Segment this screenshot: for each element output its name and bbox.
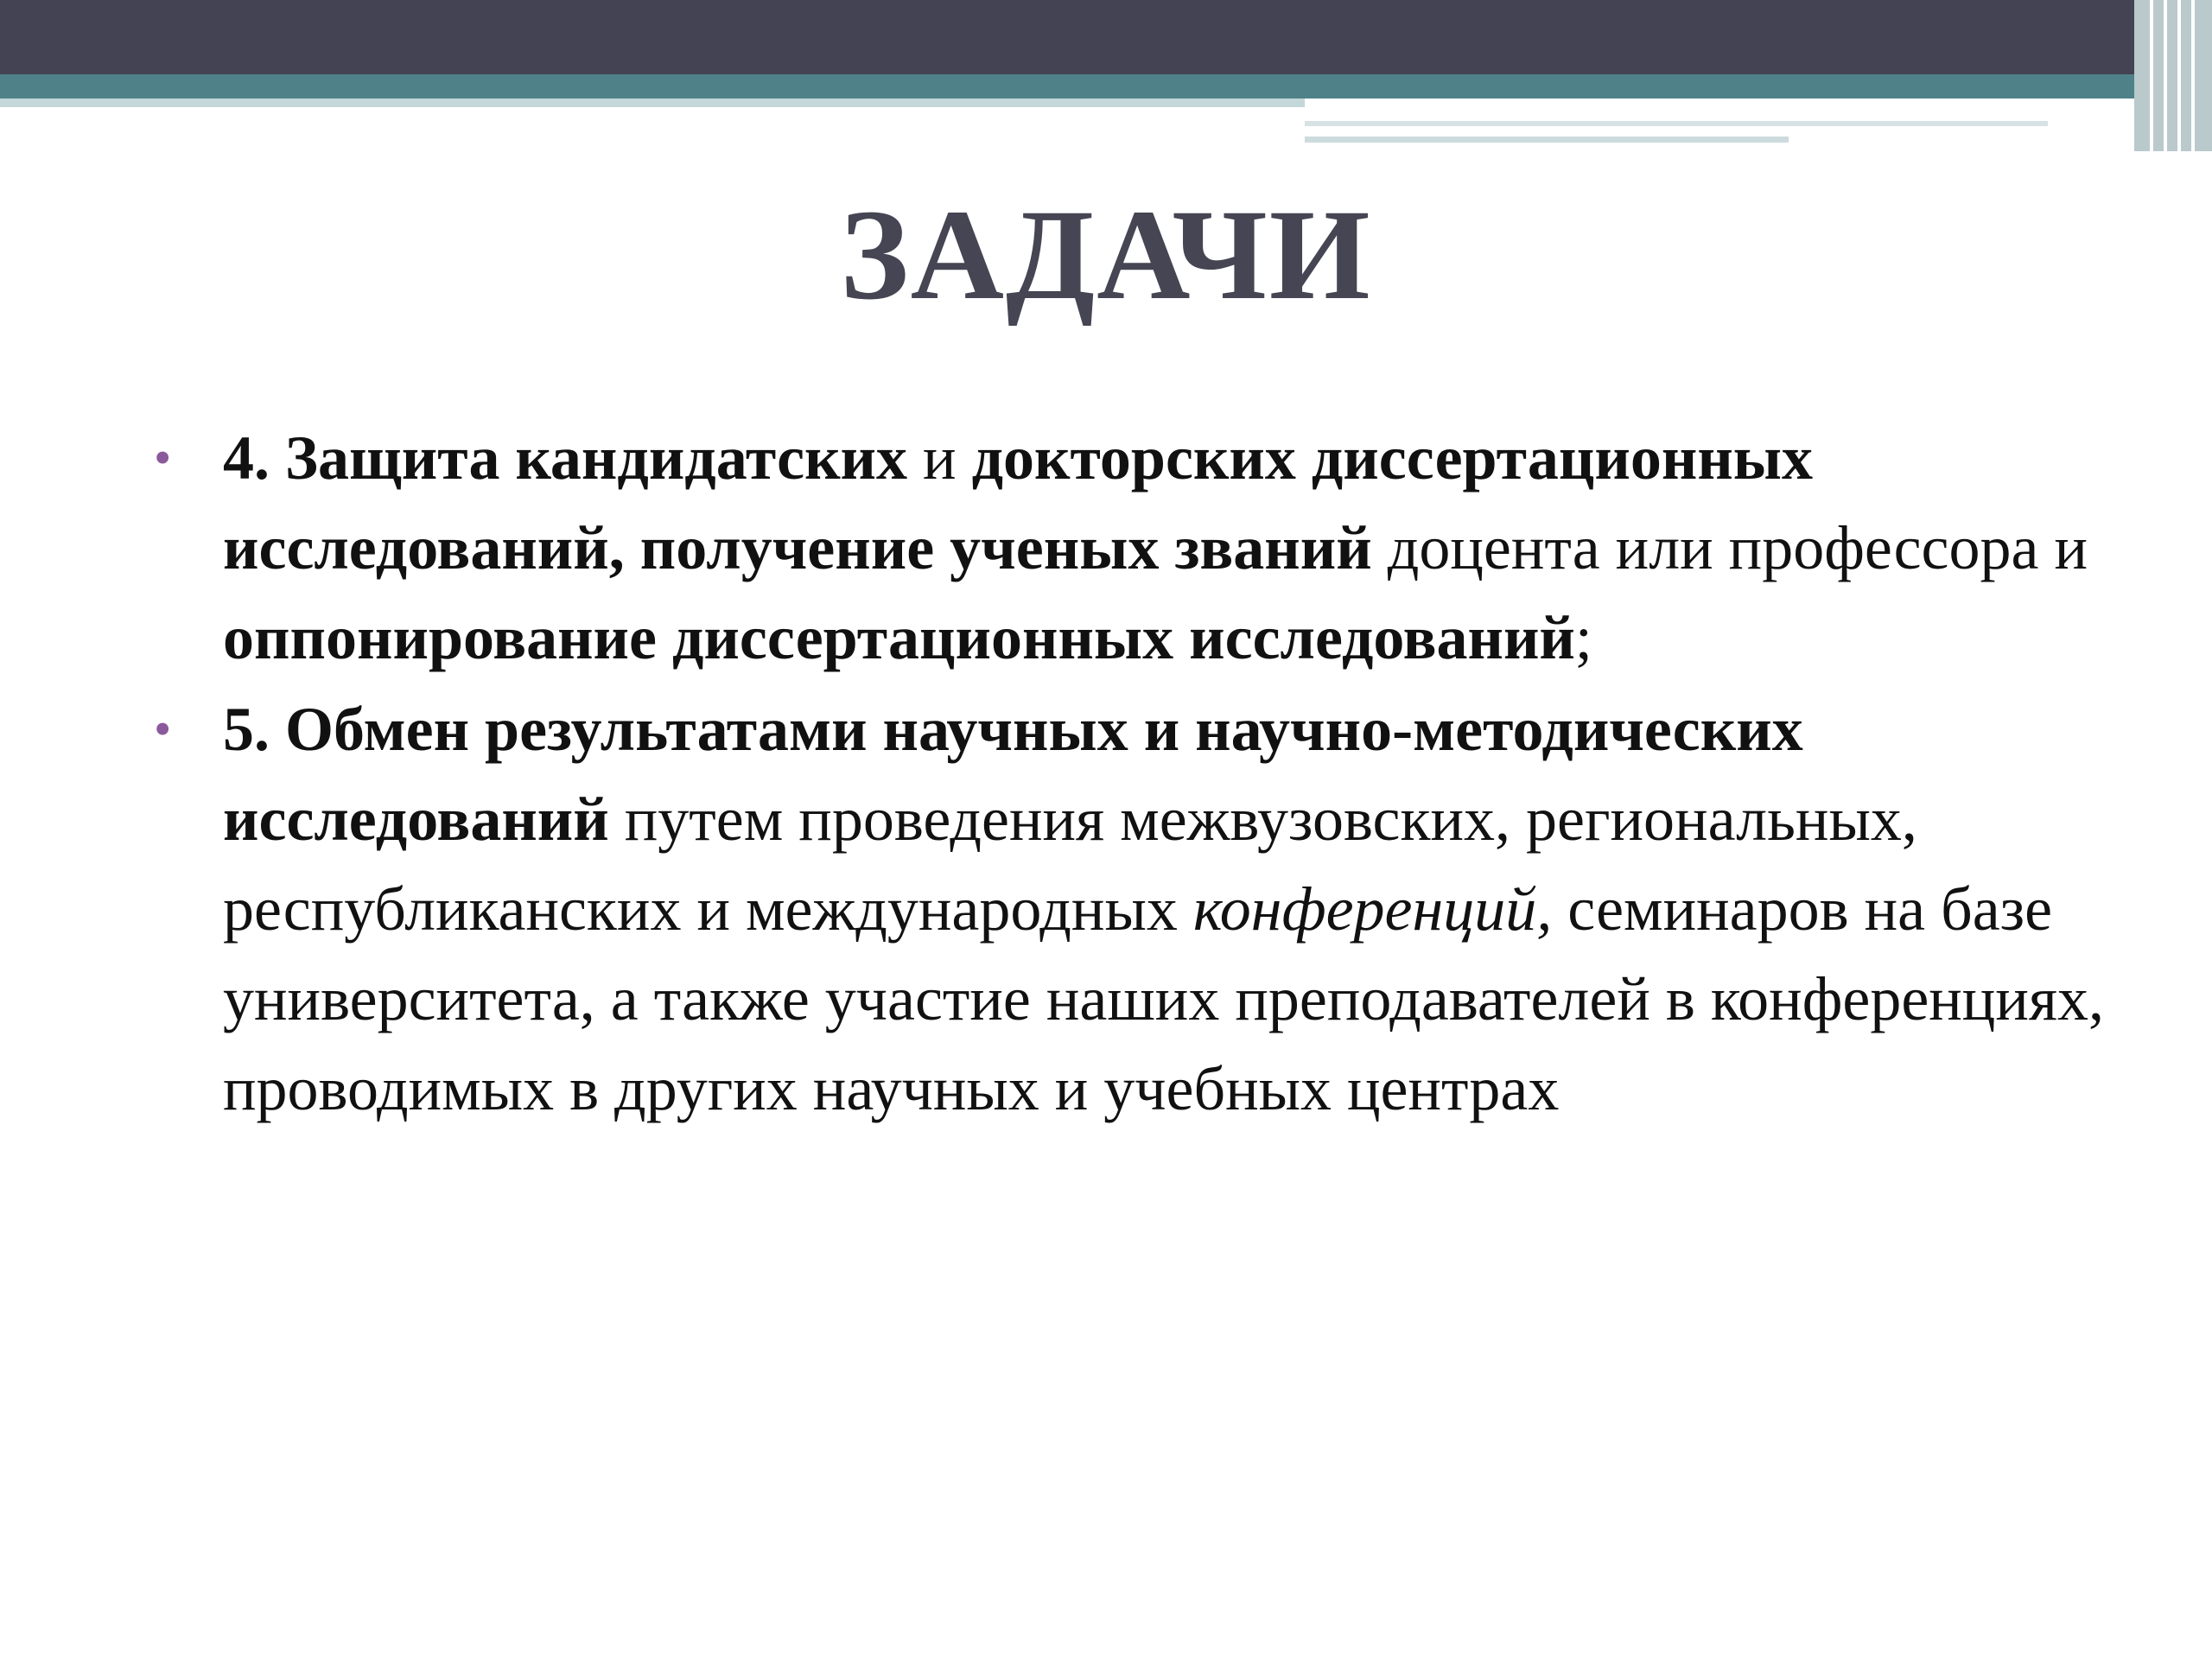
header-light-band — [0, 99, 1305, 107]
bullet-marker-icon: • — [154, 429, 172, 486]
header-accent-line — [1305, 137, 1789, 143]
bullet-text-bold: оппонирование диссертационных исследований — [223, 603, 1575, 672]
bullet-text-bold: докторских диссертационных исследований, получение ученых званий — [223, 423, 1814, 582]
header-corner-decoration — [2134, 0, 2212, 151]
bullet-text-bold: 4. Защита кандидатских — [223, 423, 908, 493]
header-accent-line — [1305, 121, 2048, 126]
bullet-list — [154, 413, 2150, 1135]
header-dark-band — [0, 0, 2212, 74]
bullet-text-bold: 5. Обмен результатами научных и научно-методических исследований — [223, 695, 1803, 854]
corner-stripe — [2164, 0, 2167, 151]
bullet-text: путем проведения межвузовских, региональных, республиканских и международных — [223, 785, 1917, 944]
corner-stripe — [2191, 0, 2195, 151]
header-teal-band — [0, 74, 2212, 99]
bullet-text-italic: конференций, — [1192, 874, 1553, 944]
bullet-text: семинаров на базе университета, а также участие наших преподавателей в конференциях, проводимых в других научных и учебных центрах — [223, 874, 2104, 1123]
bullet-text: доцента или профессора и — [1371, 513, 2088, 582]
slide-title: ЗАДАЧИ — [840, 183, 1372, 327]
bullet-text: ; — [1574, 603, 1592, 672]
bullet-marker-icon: • — [154, 701, 172, 757]
corner-stripe — [2150, 0, 2153, 151]
bullet-text: и — [907, 423, 972, 493]
bullet-item — [154, 684, 2150, 1134]
corner-stripe — [2177, 0, 2181, 151]
bullet-item — [154, 413, 2150, 683]
